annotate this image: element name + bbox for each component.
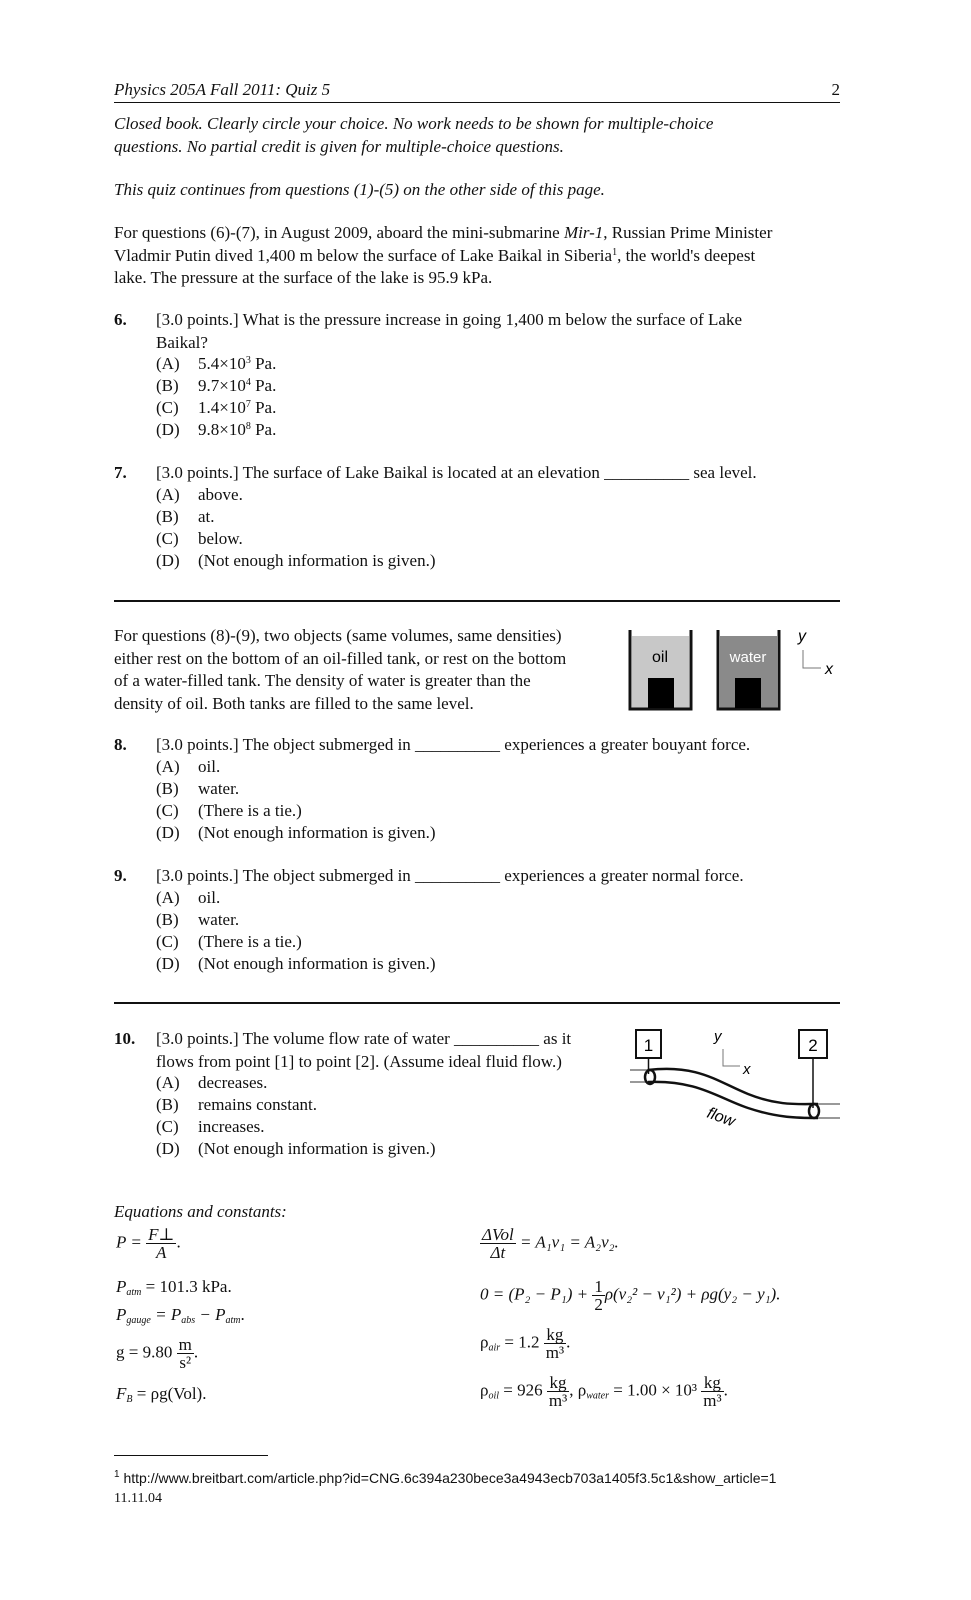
eq-denominator: Δt: [490, 1243, 506, 1262]
option-a[interactable]: [156, 484, 243, 506]
eq-subscript: abs: [181, 1315, 196, 1326]
question-stem: [156, 462, 757, 485]
option-label: (C): [156, 801, 179, 820]
flow-label: flow: [704, 1104, 738, 1131]
question-7: [114, 462, 844, 572]
instructions: [114, 113, 844, 158]
question-10: [114, 1028, 634, 1160]
option-label: (A): [156, 354, 180, 373]
eq-text: = 926: [499, 1380, 547, 1400]
oil-object: [648, 678, 674, 708]
option-label: (A): [156, 485, 180, 504]
page-header: [114, 80, 840, 103]
pipe-outlet-icon: [809, 1104, 819, 1118]
eq-text: ,: [569, 1380, 578, 1400]
option-a[interactable]: [156, 1072, 267, 1094]
oil-tank: [630, 630, 691, 709]
eq-text: .: [723, 1380, 728, 1400]
document-date: 11.11.04: [114, 1491, 162, 1506]
option-text: above.: [198, 485, 243, 504]
axis-y-label: y: [714, 1028, 722, 1045]
option-label: (B): [156, 779, 179, 798]
option-value: 1.4×10: [198, 398, 246, 417]
eq-text: = ρg(Vol).: [132, 1384, 207, 1403]
option-label: (C): [156, 398, 179, 417]
eq-symbol: P: [116, 1277, 127, 1296]
option-text: at.: [198, 507, 215, 526]
eq-numerator: 1: [594, 1277, 603, 1296]
option-label: (A): [156, 888, 180, 907]
question-8: [114, 734, 844, 844]
oil-water-density: [480, 1374, 728, 1409]
option-unit: Pa.: [250, 354, 277, 373]
option-c[interactable]: [156, 800, 302, 822]
option-c[interactable]: [156, 397, 276, 419]
gravity-constant: [116, 1336, 198, 1371]
stem-line-1: [3.0 points.] The volume flow rate of water __________ as it: [156, 1029, 572, 1048]
eq-text: g = 9.80: [116, 1342, 177, 1362]
option-text: decreases.: [198, 1073, 268, 1092]
context-line-1: For questions (8)-(9), two objects (same volumes, same densities): [114, 626, 562, 645]
footnote-ref[interactable]: 1: [612, 246, 618, 258]
option-b[interactable]: [156, 778, 239, 800]
eq-denominator: m³: [548, 1391, 568, 1410]
question-6: [114, 309, 844, 441]
option-b[interactable]: [156, 506, 215, 528]
point-1-label: 1: [643, 1036, 654, 1055]
eq-text: = 101.3 kPa.: [141, 1277, 232, 1296]
eq-text: − P: [195, 1305, 226, 1324]
option-exponent: 4: [245, 377, 251, 388]
option-label: (B): [156, 1095, 179, 1114]
eq-fraction: [592, 1278, 605, 1313]
eq-numerator: kg: [701, 1374, 723, 1392]
bernoulli-equation: [480, 1278, 780, 1313]
stem-line-1: [3.0 points.] What is the pressure increase in going 1,400 m below the surface of Lake: [156, 310, 743, 329]
eq-text: .: [240, 1305, 245, 1324]
eq-fraction: [146, 1226, 176, 1261]
option-c[interactable]: [156, 931, 302, 953]
section-divider: [114, 600, 840, 602]
eq-subscript: atm: [126, 1287, 142, 1298]
option-label: (B): [156, 910, 179, 929]
option-exponent: 3: [245, 355, 251, 366]
eq-symbol: ρ: [480, 1332, 489, 1352]
option-label: (D): [156, 954, 180, 973]
eq-subscript: B: [126, 1394, 133, 1405]
eq-denominator: m³: [703, 1391, 722, 1410]
eq-symbol: P: [116, 1305, 127, 1324]
option-label: (D): [156, 420, 180, 439]
eq-subscript: air: [488, 1342, 501, 1354]
water-object: [735, 678, 761, 708]
option-unit: Pa.: [250, 398, 277, 417]
option-d[interactable]: [156, 550, 436, 572]
eq-text: = 1.00 × 10³: [608, 1380, 702, 1400]
option-unit: Pa.: [250, 420, 277, 439]
axis-x-label: x: [825, 661, 833, 678]
footnote-rule: [114, 1455, 268, 1456]
option-exponent: 7: [245, 399, 251, 410]
eq-numerator: ΔVol: [482, 1225, 514, 1244]
eq-numerator: m: [178, 1335, 192, 1354]
option-text: (Not enough information is given.): [198, 1139, 436, 1158]
option-b[interactable]: [156, 1094, 317, 1116]
option-text: (Not enough information is given.): [198, 551, 436, 570]
question-number: 9.: [114, 866, 127, 885]
question-stem: [156, 309, 742, 354]
option-value: 9.7×10: [198, 376, 246, 395]
context-q8-q9: [114, 625, 624, 715]
question-number: 10.: [114, 1029, 136, 1048]
continues-note: [114, 179, 605, 202]
tanks-figure: [625, 622, 845, 714]
axes-icon: [723, 1049, 740, 1066]
eq-fraction: [701, 1374, 723, 1409]
option-a[interactable]: [156, 887, 220, 909]
axis-x-label: x: [743, 1061, 751, 1078]
eq-symbol: ρ: [577, 1380, 587, 1400]
context-text: , Russian Prime Minister: [603, 223, 773, 242]
option-label: (A): [156, 757, 180, 776]
footnote-link[interactable]: http://www.breitbart.com/article.php?id=CNG.6c394a230bece3a4943ecb703a1405f3.5c1&show_article=1: [123, 1470, 777, 1486]
option-label: (D): [156, 1139, 180, 1158]
option-label: (B): [156, 507, 179, 526]
option-text: water.: [198, 910, 240, 929]
equations-heading: Equations and constants:: [114, 1202, 287, 1221]
eq-denominator: A: [156, 1243, 167, 1262]
oil-label: oil: [651, 649, 669, 666]
option-text: (There is a tie.): [198, 801, 302, 820]
continues-text: This quiz continues from questions (1)-(5) on the other side of this page.: [114, 180, 605, 199]
option-label: (C): [156, 1117, 179, 1136]
option-c[interactable]: [156, 1116, 265, 1138]
point-2-label: 2: [808, 1036, 818, 1055]
option-label: (D): [156, 551, 180, 570]
eq-numerator: F⊥: [148, 1225, 175, 1244]
option-label: (A): [156, 1073, 180, 1092]
continuity-equation: [480, 1226, 619, 1261]
eq-subscript: atm: [225, 1315, 241, 1326]
eq-subscript: gauge: [126, 1315, 151, 1326]
option-text: water.: [198, 779, 240, 798]
option-text: (Not enough information is given.): [198, 954, 436, 973]
eq-denominator: s²: [179, 1353, 192, 1372]
option-text: remains constant.: [198, 1095, 317, 1114]
eq-text: = 1.2: [500, 1332, 544, 1352]
context-line-1: [114, 222, 844, 245]
eq-numerator: kg: [544, 1326, 566, 1344]
eq-text: .: [566, 1332, 571, 1352]
option-d[interactable]: [156, 1138, 436, 1160]
option-unit: Pa.: [250, 376, 277, 395]
eq-text: = A₁v₁ = A₂v₂.: [515, 1232, 619, 1252]
buoyant-force-equation: [116, 1384, 206, 1404]
eq-fraction: [544, 1326, 566, 1361]
option-value: 5.4×10: [198, 354, 246, 373]
option-d[interactable]: [156, 419, 276, 441]
context-text: For questions (6)-(7), in August 2009, aboard the mini-submarine: [114, 223, 564, 242]
axis-y-label: y: [798, 628, 806, 645]
eq-symbol: F: [116, 1384, 127, 1403]
question-stem: [156, 1028, 571, 1073]
eq-fraction: [480, 1226, 516, 1261]
context-line-2: either rest on the bottom of an oil-filled tank, or rest on the bottom: [114, 648, 567, 668]
pipe-top-wall: [648, 1069, 818, 1104]
option-label: (D): [156, 823, 180, 842]
option-d[interactable]: [156, 953, 436, 975]
eq-denominator: m³: [545, 1343, 565, 1362]
option-text: oil.: [198, 888, 221, 907]
pressure-equation: [116, 1226, 181, 1261]
stem-line-1: [3.0 points.] The object submerged in __________ experiences a greater bouyant force.: [156, 735, 751, 754]
header-title: Physics 205A Fall 2011: Quiz 5: [114, 80, 331, 99]
axes-icon: [797, 628, 834, 678]
context-line-2: [114, 245, 844, 268]
context-line-4: density of oil. Both tanks are filled to the same level.: [114, 693, 474, 713]
eq-text: ρ(v₂² − v₁²) + ρg(y₂ − y₁).: [604, 1284, 781, 1304]
option-d[interactable]: [156, 822, 436, 844]
section-divider: [114, 1002, 840, 1004]
eq-denominator: 2: [594, 1295, 603, 1314]
eq-text: 0 = (P₂ − P₁) +: [480, 1284, 593, 1304]
eq-text: .: [193, 1342, 199, 1362]
option-text: (Not enough information is given.): [198, 823, 436, 842]
footnote-marker: 1: [114, 1469, 120, 1480]
stem-line-1: [3.0 points.] The object submerged in __________ experiences a greater normal force.: [156, 866, 744, 885]
option-b[interactable]: [156, 909, 239, 931]
option-b[interactable]: [156, 375, 276, 397]
context-text: Vladmir Putin dived 1,400 m below the surface of Lake Baikal in Siberia: [114, 245, 613, 265]
gauge-pressure: [116, 1305, 245, 1325]
question-stem: [156, 734, 750, 757]
option-text: below.: [198, 529, 243, 548]
eq-symbol: ρ: [480, 1380, 489, 1400]
option-label: (C): [156, 529, 179, 548]
option-label: (B): [156, 376, 179, 395]
page-number: 2: [831, 80, 840, 99]
eq-subscript: oil: [488, 1390, 500, 1402]
submarine-name: Mir-1: [563, 223, 604, 242]
option-label: (C): [156, 932, 179, 951]
option-text: (There is a tie.): [198, 932, 302, 951]
option-a[interactable]: [156, 353, 276, 375]
context-text: , the world's deepest: [617, 245, 756, 265]
context-line-3: lake. The pressure at the surface of the lake is 95.9 kPa.: [114, 268, 493, 287]
context-line-3: of a water-filled tank. The density of water is greater than the: [114, 671, 531, 690]
water-label: water: [729, 649, 767, 666]
eq-numerator: kg: [547, 1374, 569, 1392]
water-tank: [718, 630, 779, 709]
eq-subscript: water: [586, 1390, 609, 1402]
question-number: 6.: [114, 310, 127, 329]
air-density: [480, 1326, 570, 1361]
stem-line-2: Baikal?: [156, 332, 208, 352]
eq-fraction: [177, 1336, 194, 1371]
stem-line-1: [3.0 points.] The surface of Lake Baikal is located at an elevation __________ sea level.: [156, 463, 757, 482]
question-stem: [156, 865, 744, 888]
option-text: increases.: [198, 1117, 265, 1136]
question-number: 8.: [114, 735, 127, 754]
context-q6-q7: [114, 222, 844, 290]
eq-text: .: [176, 1232, 181, 1252]
option-exponent: 8: [245, 421, 251, 432]
instructions-line-2: questions. No partial credit is given for multiple-choice questions.: [114, 136, 564, 156]
option-value: 9.8×10: [198, 420, 246, 439]
eq-fraction: [547, 1374, 569, 1409]
option-text: oil.: [198, 757, 221, 776]
eq-text: P =: [116, 1232, 142, 1252]
eq-text: = P: [150, 1305, 182, 1324]
question-number: 7.: [114, 463, 127, 482]
footnote: [114, 1470, 776, 1486]
option-a[interactable]: [156, 756, 220, 778]
question-9: [114, 865, 844, 975]
pipe-figure: [628, 1022, 843, 1137]
stem-line-2: flows from point [1] to point [2]. (Assume ideal fluid flow.): [156, 1051, 562, 1071]
instructions-line-1: Closed book. Clearly circle your choice. No work needs to be shown for multiple-choice: [114, 114, 714, 133]
axes-lines: [803, 650, 821, 668]
atmospheric-pressure: [116, 1277, 232, 1297]
option-c[interactable]: [156, 528, 243, 550]
